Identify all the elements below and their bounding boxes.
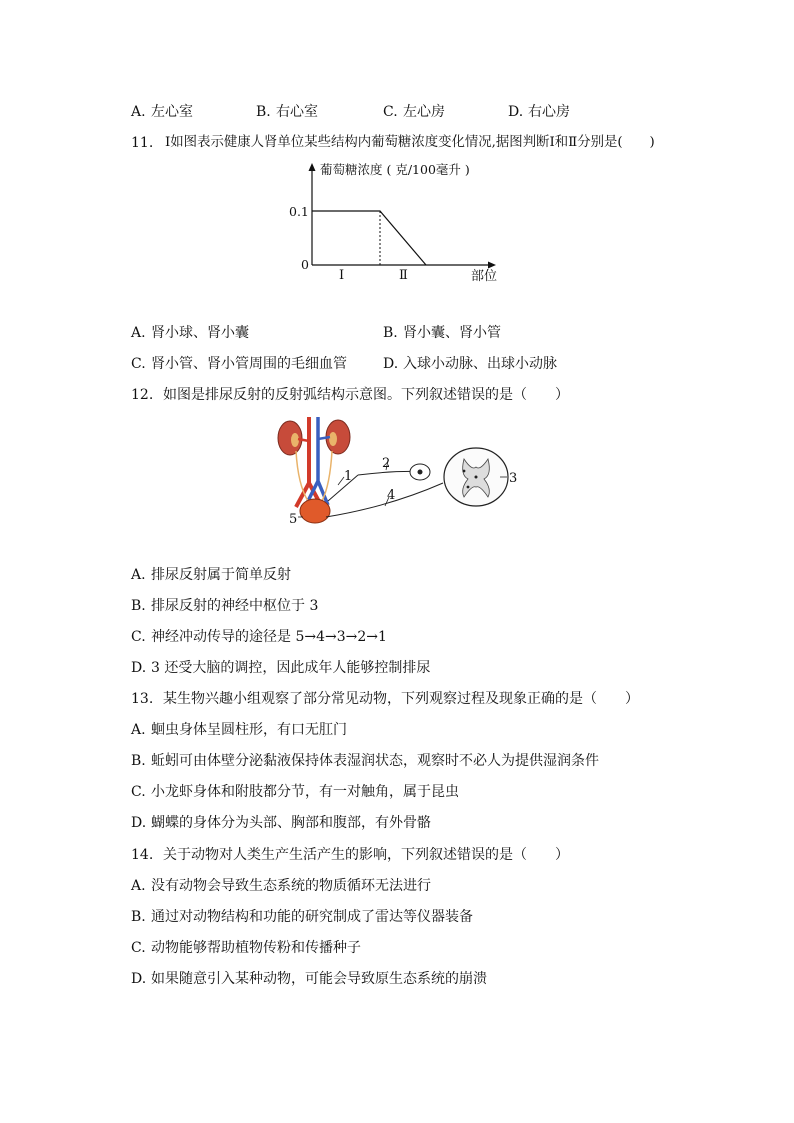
q13-option-c-text: 小龙虾身体和附肢都分节，有一对触角，属于昆虫 — [151, 784, 459, 800]
q13-number: 13. — [131, 691, 154, 707]
graph-region-1-label: I — [339, 268, 345, 283]
graph-region-2-label: Ⅱ — [399, 268, 408, 283]
q14-option-c-letter: C. — [131, 940, 146, 956]
q12-reflex-arc-figure — [268, 415, 528, 530]
q14-option-d-letter: D. — [131, 971, 147, 987]
q11-option-c-text: 肾小管、肾小管周围的毛细血管 — [151, 356, 347, 372]
graph-y-label: 葡萄糖浓度 ( 克/100毫升 ) — [320, 162, 470, 177]
q13-option-a-text: 蛔虫身体呈圆柱形，有口无肛门 — [151, 722, 347, 738]
q11-stem: I如图表示健康人肾单位某些结构内葡萄糖浓度变化情况,据图判断I和Ⅱ分别是( ) — [165, 135, 655, 150]
bladder — [300, 499, 330, 523]
figure-label-3: 3 — [509, 471, 518, 486]
q10-option-b-text: 右心室 — [276, 104, 318, 120]
q13-option-b-text: 蚯蚓可由体壁分泌黏液保持体表湿润状态，观察时不必人为提供湿润条件 — [151, 753, 599, 769]
q10-option-b-letter: B. — [256, 104, 271, 120]
q13-option-a-letter: A. — [131, 722, 146, 738]
graph-x-arrow — [488, 262, 496, 269]
q11-option-d-text: 入球小动脉、出球小动脉 — [403, 356, 557, 372]
q14-option-b-text: 通过对动物结构和功能的研究制成了雷达等仪器装备 — [151, 909, 473, 925]
q11-option-d-letter: D. — [383, 356, 399, 372]
q14-option-a-letter: A. — [131, 878, 146, 894]
q14-option-c-text: 动物能够帮助植物传粉和传播种子 — [151, 940, 361, 956]
left-kidney-pelvis — [291, 433, 299, 447]
q10-option-c-letter: C. — [383, 104, 398, 120]
ganglion-cell — [418, 470, 423, 475]
q11-option-a-letter: A. — [131, 325, 146, 341]
q12-option-d-letter: D. — [131, 660, 147, 676]
figure-label-4: 4 — [387, 488, 396, 503]
figure-label-2: 2 — [382, 456, 391, 471]
q12-option-a-letter: A. — [131, 567, 146, 583]
q10-option-a-letter: A. — [131, 104, 146, 120]
q12-option-b-text: 排尿反射的神经中枢位于 3 — [151, 598, 319, 614]
q12-option-c-letter: C. — [131, 629, 146, 645]
q14-stem: 关于动物对人类生产生活产生的影响，下列叙述错误的是（ ） — [163, 847, 569, 863]
q11-number: 11. — [131, 135, 154, 151]
graph-y-arrow — [309, 163, 316, 171]
q13-option-b-letter: B. — [131, 753, 146, 769]
spinal-neuron-dot-1 — [463, 470, 466, 473]
q10-option-a-text: 左心室 — [151, 104, 193, 120]
q12-option-a-text: 排尿反射属于简单反射 — [151, 567, 291, 583]
figure-label-1: 1 — [344, 469, 353, 484]
q13-option-d-letter: D. — [131, 815, 147, 831]
q12-number: 12. — [131, 387, 154, 403]
graph-curve — [312, 211, 426, 265]
figure-label-5: 5 — [289, 512, 298, 527]
q11-option-c-letter: C. — [131, 356, 146, 372]
q13-stem: 某生物兴趣小组观察了部分常见动物，下列观察过程及现象正确的是（ ） — [163, 691, 639, 707]
q12-option-b-letter: B. — [131, 598, 146, 614]
q10-option-d-letter: D. — [508, 104, 524, 120]
q14-option-d-text: 如果随意引入某种动物，可能会导致原生态系统的崩溃 — [151, 971, 487, 987]
q13-option-c-letter: C. — [131, 784, 146, 800]
q11-option-b-text: 肾小囊、肾小管 — [403, 325, 501, 341]
q14-option-a-text: 没有动物会导致生态系统的物质循环无法进行 — [151, 878, 431, 894]
q10-option-c-text: 左心房 — [403, 104, 445, 120]
q11-option-a-text: 肾小球、肾小囊 — [151, 325, 249, 341]
q12-option-c-text: 神经冲动传导的途径是 5→4→3→2→1 — [151, 629, 387, 645]
q14-number: 14. — [131, 847, 154, 863]
q11-glucose-graph — [280, 155, 510, 290]
spinal-neuron-dot-2 — [467, 486, 470, 489]
q12-option-d-text: 3 还受大脑的调控，因此成年人能够控制排尿 — [151, 660, 431, 676]
q11-option-b-letter: B. — [383, 325, 398, 341]
q10-option-d-text: 右心房 — [528, 104, 570, 120]
q12-stem: 如图是排尿反射的反射弧结构示意图。下列叙述错误的是（ ） — [163, 387, 569, 403]
graph-tick-0: 0 — [301, 257, 309, 272]
right-kidney-pelvis — [329, 432, 337, 446]
graph-x-label: 部位 — [471, 269, 498, 284]
graph-tick-0.1: 0.1 — [289, 204, 309, 219]
central-canal — [475, 476, 478, 479]
q13-option-d-text: 蝴蝶的身体分为头部、胸部和腹部，有外骨骼 — [151, 815, 431, 831]
q14-option-b-letter: B. — [131, 909, 146, 925]
